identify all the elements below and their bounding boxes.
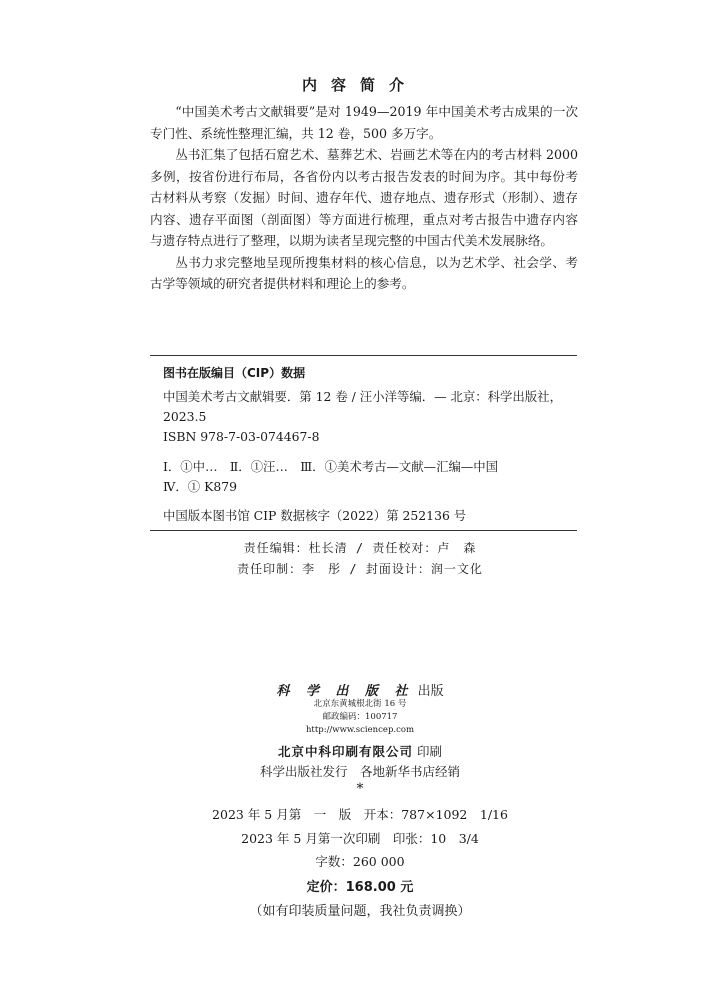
cip-classification — [163, 457, 573, 497]
intro-paragraph: 丛书汇集了包括石窟艺术、墓葬艺术、岩画艺术等在内的考古材料 2000 多例，按省份进行布局，各省份内以考古报告发表的时间为序。其中每份考古材料从考察（发掘）时间、遗存年代、遗存地点、遗存形式（形制）、遗存内容、遗存平面图（剖面图）等方面进行梳理，重点对考古报告中遗存内容与遗存特点进行了整理，以期为读者呈现完整的中国古代美术发展脉络。 — [150, 147, 578, 248]
printer — [0, 742, 720, 760]
price: 定价：168.00 元 — [306, 880, 414, 895]
printing-line: 2023 年 5 月第一次印刷 印张：10 3/4 — [241, 831, 479, 846]
word-count: 字数：260 000 — [315, 854, 405, 869]
cip-entry-line: 中国美术考古文献辑要．第 12 卷 / 汪小洋等编．— 北京：科学出版社， — [163, 389, 562, 404]
publisher-address: 北京东黄城根北街 16 号 — [313, 699, 407, 709]
distribution: 科学出版社发行 各地新华书店经销 — [259, 764, 460, 779]
cip-heading: 图书在版编目（CIP）数据 — [163, 366, 306, 380]
intro-body — [150, 101, 578, 295]
cip-entry — [163, 387, 573, 447]
cip-entry-line: 2023.5 — [163, 409, 207, 424]
publisher-name — [0, 680, 720, 699]
staff-line: 责任编辑：杜长清 / 责任校对：卢 森 — [243, 541, 477, 555]
isbn: ISBN 978-7-03-074467-8 — [163, 429, 320, 444]
publisher-suffix: 出版 — [417, 684, 444, 699]
cip-class-line: Ⅰ．①中… Ⅱ．①汪… Ⅲ．①美术考古—文献—汇编—中国 — [163, 459, 499, 474]
publisher-logo-text: 科 学 出 版 社 — [276, 684, 414, 699]
publisher-website: http://www.sciencep.com — [305, 725, 415, 735]
staff-line: 责任印制：李 彤 / 封面设计：润一文化 — [237, 562, 483, 576]
intro-title: 内容简介 — [301, 76, 418, 94]
printer-suffix: 印刷 — [416, 744, 442, 759]
quality-note: （如有印装质量问题，我社负责调换） — [249, 904, 471, 919]
cip-class-line: Ⅳ．① K879 — [163, 479, 238, 494]
separator-star: * — [356, 781, 364, 797]
printer-name: 北京中科印刷有限公司 — [277, 744, 413, 759]
edition-line: 2023 年 5 月第 一 版 开本：787×1092 1/16 — [212, 807, 508, 822]
divider — [150, 355, 577, 356]
intro-paragraph: “中国美术考古文献辑要”是对 1949—2019 年中国美术考古成果的一次专门性、系统性整理汇编，共 12 卷，500 多万字。 — [150, 104, 578, 141]
divider — [150, 530, 577, 531]
intro-paragraph: 丛书力求完整地呈现所搜集材料的核心信息，以为艺术学、社会学、考古学等领域的研究者提供材料和理论上的参考。 — [150, 254, 578, 291]
cip-verify: 中国版本图书馆 CIP 数据核字（2022）第 252136 号 — [163, 508, 467, 523]
publisher-postcode: 邮政编码：100717 — [322, 712, 398, 722]
